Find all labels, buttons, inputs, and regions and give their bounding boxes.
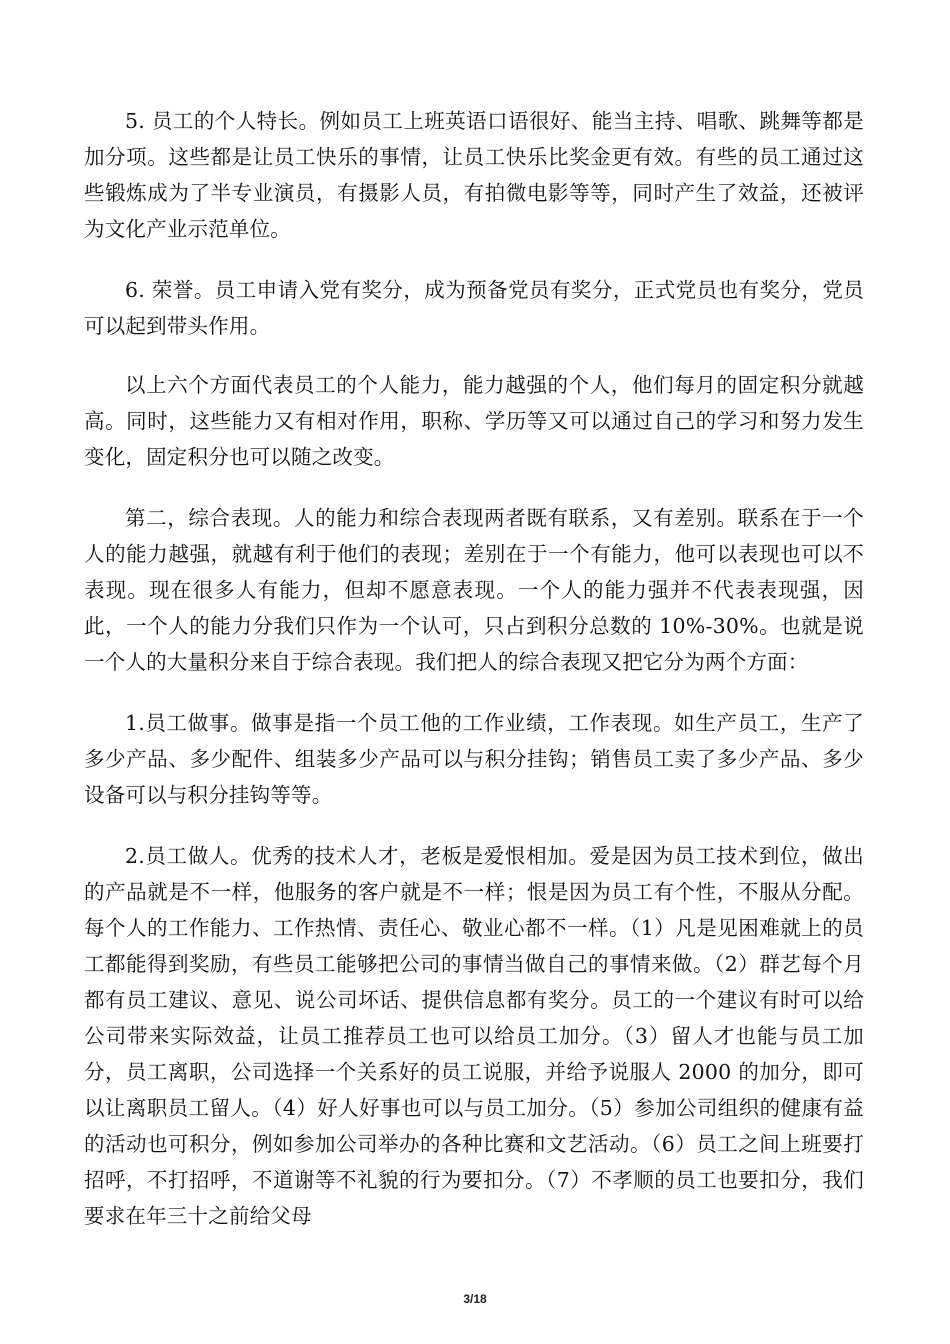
- paragraph-employee-work: 1.员工做事。做事是指一个员工他的工作业绩，工作表现。如生产员工，生产了多少产品、多少配件、组装多少产品可以与积分挂钩；销售员工卖了多少产品、多少设备可以与积分挂钩等等。: [84, 711, 864, 807]
- document-body: [84, 103, 864, 1259]
- paragraph-overall-performance: 第二，综合表现。人的能力和综合表现两者既有联系，又有差别。联系在于一个人的能力越强，就越有利于他们的表现；差别在于一个有能力，他可以表现也可以不表现。现在很多人有能力，但却不愿意表现。一个人的能力强并不代表表现强，因此，一个人的能力分我们只作为一个认可，只占到积分总数的 10%-30%。也就是说一个人的大量积分来自于综合表现。我们把人的综合表现又把它分为两个方面：: [84, 506, 864, 674]
- paragraph-personal-skills: 5. 员工的个人特长。例如员工上班英语口语很好、能当主持、唱歌、跳舞等都是加分项。这些都是让员工快乐的事情，让员工快乐比奖金更有效。有些的员工通过这些锻炼成为了半专业演员，有摄影人员，有拍微电影等等，同时产生了效益，还被评为文化产业示范单位。: [84, 109, 864, 241]
- paragraph-employee-conduct: 2.员工做人。优秀的技术人才，老板是爱恨相加。爱是因为员工技术到位，做出的产品就是不一样，他服务的客户就是不一样；恨是因为员工有个性，不服从分配。每个人的工作能力、工作热情、责任心、敬业心都不一样。（1）凡是见困难就上的员工都能得到奖励，有些员工能够把公司的事情当做自己的事情来做。（2）群艺每个月都有员工建议、意见、说公司坏话、提供信息都有奖分。员工的一个建议有时可以给公司带来实际效益，让员工推荐员工也可以给员工加分。（3）留人才也能与员工加分，员工离职，公司选择一个关系好的员工说服，并给予说服人 2000 的加分，即可以让离职员工留人。（4）好人好事也可以与员工加分。（5）参加公司组织的健康有益的活动也可积分，例如参加公司举办的各种比赛和文艺活动。（6）员工之间上班要打招呼，不打招呼，不道谢等不礼貌的行为要扣分。（7）不孝顺的员工也要扣分，我们要求在年三十之前给父母: [84, 844, 864, 1228]
- paragraph-six-aspects-summary: 以上六个方面代表员工的个人能力，能力越强的个人，他们每月的固定积分就越高。同时，这些能力又有相对作用，职称、学历等又可以通过自己的学习和努力发生变化，固定积分也可以随之改变。: [84, 373, 864, 469]
- page-number: 3/18: [463, 1292, 487, 1306]
- paragraph-honor: 6. 荣誉。员工申请入党有奖分，成为预备党员有奖分，正式党员也有奖分，党员可以起到带头作用。: [84, 278, 864, 338]
